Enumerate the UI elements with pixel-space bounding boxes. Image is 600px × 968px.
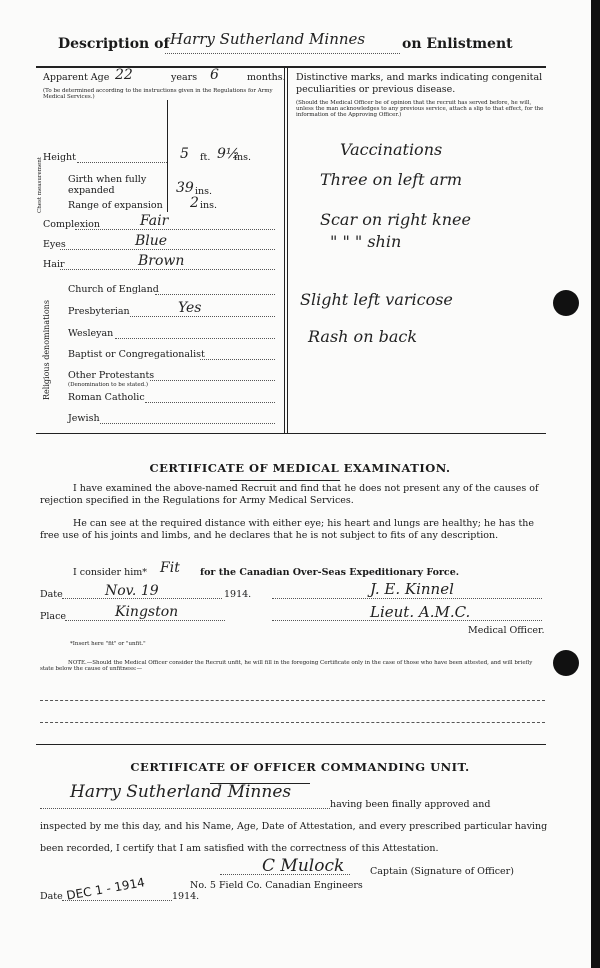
complexion-label: Complexion	[43, 219, 100, 230]
mark-item: Vaccinations	[340, 140, 443, 159]
medical-year: 1914.	[224, 589, 252, 600]
title-prefix: Description of	[58, 36, 170, 52]
divider	[36, 66, 546, 68]
medical-date-label: Date	[40, 589, 63, 600]
range-label: Range of expansion	[68, 200, 163, 211]
punch-hole	[553, 290, 579, 316]
height-in: 9½	[217, 146, 240, 162]
signature-label: Captain (Signature of Officer)	[370, 866, 514, 877]
marks-heading: Distinctive marks, and marks indicating congenital peculiarities or previous disease.	[296, 72, 543, 95]
religion-wesleyan: Wesleyan	[68, 328, 114, 339]
age-label: Apparent Age	[43, 72, 110, 83]
years-label: years	[171, 72, 198, 83]
hair-label: Hair	[43, 259, 65, 270]
consider-label: I consider him*	[73, 567, 148, 578]
medical-date-value: Nov. 19	[105, 583, 159, 599]
months-label: months.	[247, 72, 286, 83]
medical-para2: He can see at the required distance with either eye; his heart and lungs are healthy; he has the free use of his joints and limbs, and he declares that he is not subject to fits of any description.	[40, 518, 535, 541]
place-label: Place	[40, 611, 67, 622]
religion-presbyterian: Presbyterian	[68, 306, 130, 317]
religion-value: Yes	[178, 300, 202, 316]
religion-baptist: Baptist or Congregationalist	[68, 349, 205, 360]
mark-item: Three on left arm	[320, 170, 463, 189]
medical-officer-rank: Lieut. A.M.C.	[370, 603, 471, 621]
marks-note: (Should the Medical Officer be of opinion that the recruit has served before, he will, unless the man acknowledges to any previous service, attach a slip to that effect, for the information of the Approving Officer.)	[296, 100, 544, 118]
medical-officer-signature: J. E. Kinnel	[370, 580, 454, 598]
commanding-date-label: Date	[40, 891, 63, 902]
age-years: 22	[115, 67, 133, 83]
insert-note: *Insert here "fit" or "unfit."	[70, 641, 146, 647]
mark-item: " " " shin	[330, 232, 402, 251]
religion-jewish: Jewish	[68, 413, 100, 424]
complexion-value: Fair	[140, 213, 169, 229]
consider-value: Fit	[160, 560, 180, 576]
height-label: Height	[43, 152, 76, 163]
age-note: (To be determined according to the instructions given in the Regulations for Army Medical Services.)	[43, 88, 273, 100]
place-value: Kingston	[115, 604, 179, 620]
commanding-line3: been recorded, I certify that I am satisfied with the correctness of this Attestation.	[40, 843, 439, 854]
commanding-line2: inspected by me this day, and his Name, Age, Date of Attestation, and every prescribed particular having	[40, 821, 548, 832]
eyes-label: Eyes	[43, 239, 66, 250]
chest-label: Chest measurement	[37, 156, 43, 213]
commanded-recruit-name: Harry Sutherland Minnes	[70, 782, 292, 802]
medical-officer-label: Medical Officer.	[468, 625, 545, 636]
religion-label: Religious denominations	[42, 300, 51, 400]
eyes-value: Blue	[135, 233, 168, 249]
consider-suffix: for the Canadian Over-Seas Expeditionary Force.	[200, 567, 460, 578]
ins-label: ins.	[200, 200, 218, 211]
hair-value: Brown	[138, 253, 185, 269]
punch-hole	[553, 650, 579, 676]
medical-para1: I have examined the above-named Recruit and find that he does not present any of the causes of rejection specified in the Regulations for Army Medical Services.	[40, 483, 539, 506]
girth-value: 39	[176, 180, 194, 196]
girth-label: Girth when fully expanded	[68, 174, 147, 196]
recruit-name: Harry Sutherland Minnes	[170, 30, 366, 48]
mark-item: Scar on right knee	[320, 210, 471, 229]
title-suffix: on Enlistment	[402, 36, 513, 52]
commanding-heading: CERTIFICATE OF OFFICER COMMANDING UNIT.	[130, 760, 470, 774]
unfitness-note: NOTE.—Should the Medical Officer consider the Recruit unfit, he will fill in the foregoing Certificate only in the case of those who have been attested, and will briefly state below the cause of unfitness:—	[40, 660, 533, 672]
mark-item: Slight left varicose	[300, 290, 453, 309]
commanding-officer-signature: C Mulock	[262, 856, 345, 876]
religion-other-protestants: Other Protestants	[68, 370, 155, 381]
height-ft: 5	[180, 146, 189, 162]
date-stamp: DEC 1 - 1914	[65, 875, 146, 903]
range-value: 2	[190, 195, 199, 211]
commanding-year: 1914.	[172, 891, 200, 902]
medical-heading: CERTIFICATE OF MEDICAL EXAMINATION.	[149, 461, 451, 475]
ins-label: ins.	[234, 152, 252, 163]
religion-church-of-england: Church of England	[68, 284, 159, 295]
mark-item: Rash on back	[308, 327, 418, 346]
other-note: (Denomination to be stated.)	[68, 382, 149, 388]
unit-label: No. 5 Field Co. Canadian Engineers	[190, 880, 363, 891]
ins-label: ins.	[195, 186, 213, 197]
commanding-line1: having been finally approved and	[330, 799, 491, 810]
religion-roman-catholic: Roman Catholic	[68, 392, 145, 403]
scan-edge	[591, 0, 600, 968]
age-months: 6	[210, 67, 219, 83]
ft-label: ft.	[200, 152, 211, 163]
